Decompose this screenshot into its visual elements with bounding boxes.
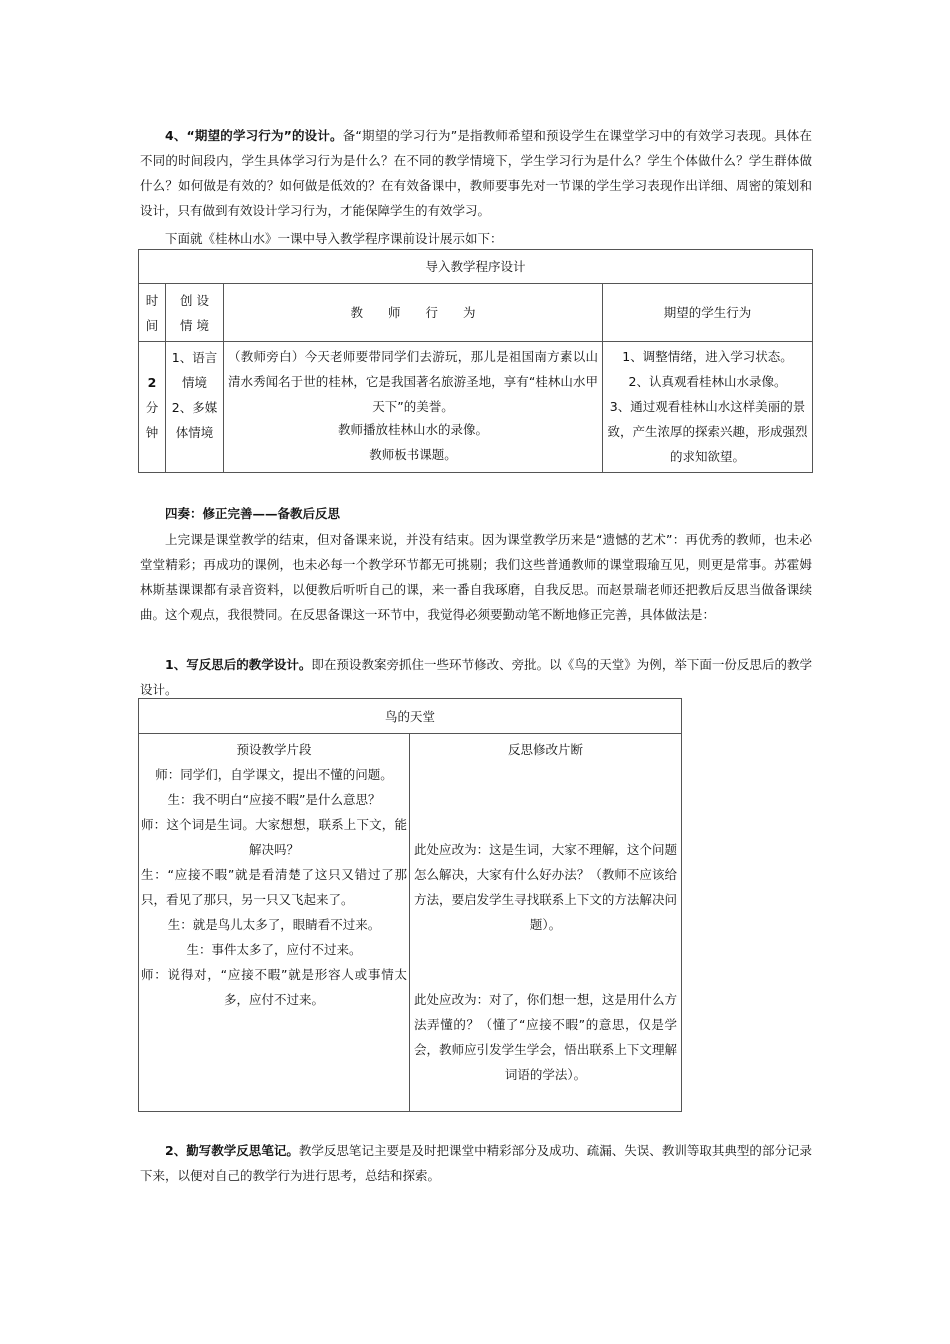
item1-text: 即在预设教案旁抓住一些环节修改、旁批。以《鸟的天堂》为例，举下面一份反思后的教学设计。: [140, 657, 812, 697]
situation-line: 情境: [181, 375, 207, 390]
table2-title: 鸟的天堂: [139, 699, 682, 734]
revision-note-1: 此处应改为：这是生词，大家不理解，这个问题怎么解决，大家有什么好办法？（教师不应该给方法，要启发学生寻找联系上下文的方法解决问题）。: [414, 842, 677, 932]
section-four-paragraph: 上完课是课堂教学的结束，但对备课来说，并没有结束。因为课堂教学历来是“遗憾的艺术”：再优秀的教师，也未必堂堂精彩；再成功的课例，也未必每一个教学环节都无可挑剔；我们这些普通教师的课堂瑕瑜互见，则更是常事。苏霍姆林斯基课课都有录音资料，以便教后听听自己的课，来一番自我琢磨，自我反思。而赵景瑞老师还把教后反思当做备课续曲。这个观点，我很赞同。在反思备课这一环节中，我觉得必须要勤动笔不断地修正完善，具体做法是：: [140, 532, 812, 622]
time-line: 2: [147, 374, 157, 390]
situation-line: 体情境: [175, 425, 214, 440]
situation-line: 2、多媒: [171, 400, 218, 415]
table2-col-right-header: 反思修改片断: [507, 742, 583, 757]
item2-heading: 2、勤写教学反思笔记。: [165, 1143, 299, 1158]
situation-line: 1、语言: [171, 350, 218, 365]
student-line: 2、认真观看桂林山水录像。: [628, 374, 787, 389]
preset-line: 生：事件太多了，应付不过来。: [186, 942, 362, 957]
section-four-heading: 四奏：修正完善——备教后反思: [165, 506, 341, 521]
bird-paradise-table: [138, 698, 682, 1112]
intro-design-table: [138, 249, 813, 473]
table1-cell-time: [139, 342, 166, 473]
table1-cell-situation: [166, 342, 224, 473]
header-time-line: 时: [145, 292, 159, 308]
revision-note-2: 此处应改为：对了，你们想一想，这是用什么方法弄懂的？（懂了“应接不暇”的意思，仅是学会，教师应引发学生学会，悟出联系上下文理解词语的学法）。: [414, 992, 677, 1082]
preset-line: 师：说得对，“应接不暇”就是形容人或事情太多，应付不过来。: [141, 967, 407, 1007]
teacher-line: 教师板书课题。: [369, 447, 457, 462]
item2-paragraph: [140, 1138, 812, 1188]
preset-line: 师：这个词是生词。大家想想，联系上下文，能解决吗？: [141, 817, 407, 857]
table1-cell-student: [603, 342, 813, 473]
section4-text: 备“期望的学习行为”是指教师希望和预设学生在课堂学习中的有效学习表现。具体在不同的时间段内，学生具体学习行为是什么？在不同的教学情境下，学生学习行为是什么？学生个体做什么？学生群体做什么？如何做是有效的？如何做是低效的？在有效备课中，教师要事先对一节课的学生学习表现作出详细、周密的策划和设计，只有做到有效设计学习行为，才能保障学生的有效学习。: [140, 128, 812, 218]
header-time-line: 间: [145, 317, 159, 333]
preset-line: 生：就是鸟儿太多了，眼睛看不过来。: [167, 917, 381, 932]
table2-right-cell: [410, 734, 682, 1112]
student-line: 1、调整情绪，进入学习状态。: [622, 349, 793, 364]
section4-intro: 下面就《桂林山水》一课中导入教学程序课前设计展示如下：: [165, 231, 503, 246]
preset-line: 生：我不明白“应接不暇”是什么意思？: [167, 792, 381, 807]
table1-header-situation: [166, 284, 224, 342]
item1-heading: 1、写反思后的教学设计。: [165, 657, 312, 672]
table1-title: 导入教学程序设计: [139, 250, 813, 284]
teacher-line: （教师旁白）今天老师要带同学们去游玩，那儿是祖国南方素以山清水秀闻名于世的桂林，它是我国著名旅游圣地，享有“桂林山水甲天下”的美誉。: [228, 349, 598, 414]
time-line: 分: [145, 399, 159, 415]
student-line: 3、通过观看桂林山水这样美丽的景致，产生浓厚的探索兴趣，形成强烈的求知欲望。: [607, 399, 808, 464]
header-situation-line: 创 设: [180, 292, 209, 308]
section4-heading: 4、“期望的学习行为”的设计。: [165, 128, 343, 143]
table1-cell-teacher: [224, 342, 603, 473]
item1-paragraph: [140, 652, 812, 702]
table1-header-teacher: 教 师 行 为: [224, 284, 603, 342]
time-line: 钟: [145, 424, 159, 440]
preset-line: 师：同学们，自学课文，提出不懂的问题。: [155, 767, 393, 782]
preset-line: 生：“应接不暇”就是看清楚了这只又错过了那只，看见了那只，另一只又飞起来了。: [141, 867, 407, 907]
table2-left-cell: [139, 734, 410, 1112]
teacher-line: 教师播放桂林山水的录像。: [337, 422, 488, 437]
header-situation-line: 情 境: [180, 317, 209, 333]
table1-header-time: [139, 284, 166, 342]
item2-text: 教学反思笔记主要是及时把课堂中精彩部分及成功、疏漏、失误、教训等取其典型的部分记录下来，以便对自己的教学行为进行思考，总结和探索。: [140, 1143, 812, 1183]
table2-col-left-header: 预设教学片段: [236, 742, 312, 757]
section4-paragraph: [140, 123, 812, 223]
table1-header-student: 期望的学生行为: [603, 284, 813, 342]
